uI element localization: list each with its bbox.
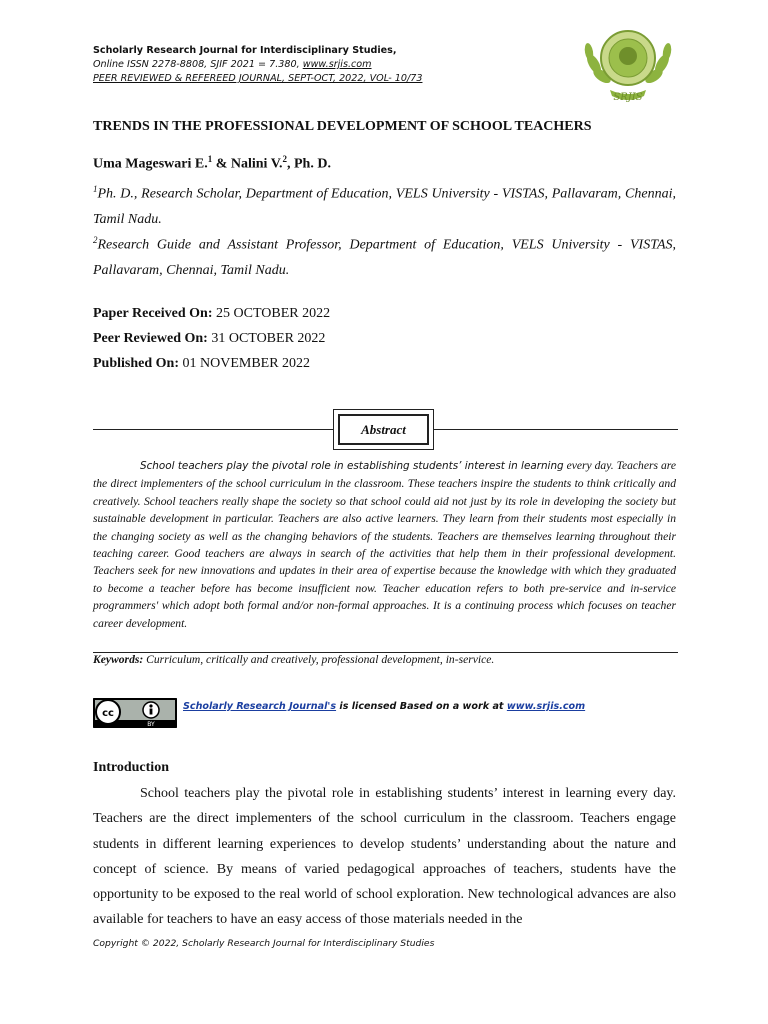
license-text: Scholarly Research Journal's is licensed Based on a work at www.srjis.com <box>183 701 586 712</box>
svg-text:SRJIS: SRJIS <box>613 92 643 103</box>
affiliation-2: $^2$Research Guide and Assistant Professor, Department of Education, VELS University - VISTAS, Pallavaram, Chennai, Tamil Nadu. <box>93 235 676 278</box>
website-link[interactable]: www.srjis.com <box>506 701 586 712</box>
affiliation-1: $^1$Ph. D., Research Scholar, Department of Education, VELS University - VISTAS, Pallavaram, Chennai, Tamil Nadu. <box>93 184 676 227</box>
journal-link[interactable]: Scholarly Research Journal's <box>183 701 337 712</box>
svg-text:BY: BY <box>147 721 155 728</box>
copyright-footer: Copyright © 2022, Scholarly Research Journal for Interdisciplinary Studies <box>93 938 435 949</box>
journal-peer-line: PEER REVIEWED & REFEREED JOURNAL, SEPT-OCT, 2022, VOL- 10/73 <box>93 73 423 84</box>
reviewed-date: Peer Reviewed On: 31 OCTOBER 2022 <box>93 331 326 346</box>
received-date: Paper Received On: 25 OCTOBER 2022 <box>93 306 331 321</box>
abstract-text: School teachers play the pivotal role in establishing students’ interest in learning every day. Teachers are the direct implementers of the school curriculum in the classroom. These teachers inspire the students to think critically and creatively. School teachers really shape the society so that school could aid not just by its role in developing the society but sustainable development in particular. Teachers are also active learners. They learn from their students most especially in the changing society as well as the changing behaviors of the students. Teachers are themselves learning throughout their teaching career. Good teachers are always in search of the activities that help them in their professional development. Teachers seek for new innovations and updates in their area of expertise because the knowledge with which they graduated to become a teacher before has become insufficient now. Teacher education refers to both pre-service and in-service programmers' which adopt both formal and/or non-formal approaches. It is a continuing process which focuses on teacher career development. <box>93 459 677 630</box>
abstract-heading-box <box>333 409 434 450</box>
introduction-heading: Introduction <box>93 760 169 775</box>
journal-header <box>93 44 563 86</box>
journal-name: Scholarly Research Journal for Interdisciplinary Studies, <box>93 45 397 56</box>
journal-issn: Online ISSN 2278-8808, SJIF 2021 = 7.380, www.srjis.com <box>93 59 372 70</box>
paper-authors: Uma Mageswari E.$^1$ & Nalini V.$^2$, Ph. D. <box>93 154 331 172</box>
abstract-heading: Abstract <box>338 414 429 445</box>
journal-website-link[interactable]: www.srjis.com <box>302 59 372 70</box>
abstract-divider-left <box>93 429 333 430</box>
introduction-text: School teachers play the pivotal role in establishing students’ interest in learning every day. Teachers are the direct implementers of the school curriculum in the classroom. Teachers engage students in different learning experiences to develop students’ understanding about the nature and concept of science. By means of varied pedagogical approaches of teachers, students have the opportunity to be exposed to the real world of school exploration. New technological advances are also available for teachers to have an easy access of those materials needed in the <box>93 786 676 928</box>
paper-title: TRENDS IN THE PROFESSIONAL DEVELOPMENT OF SCHOOL TEACHERS <box>93 119 592 134</box>
svg-text:cc: cc <box>102 708 114 719</box>
keywords: Keywords: Curriculum, critically and creatively, professional development, in-service. <box>93 653 495 666</box>
abstract-divider-right <box>434 429 678 430</box>
cc-by-license-badge[interactable] <box>93 698 177 728</box>
published-date: Published On: 01 NOVEMBER 2022 <box>93 356 311 371</box>
srjis-logo <box>580 24 676 104</box>
